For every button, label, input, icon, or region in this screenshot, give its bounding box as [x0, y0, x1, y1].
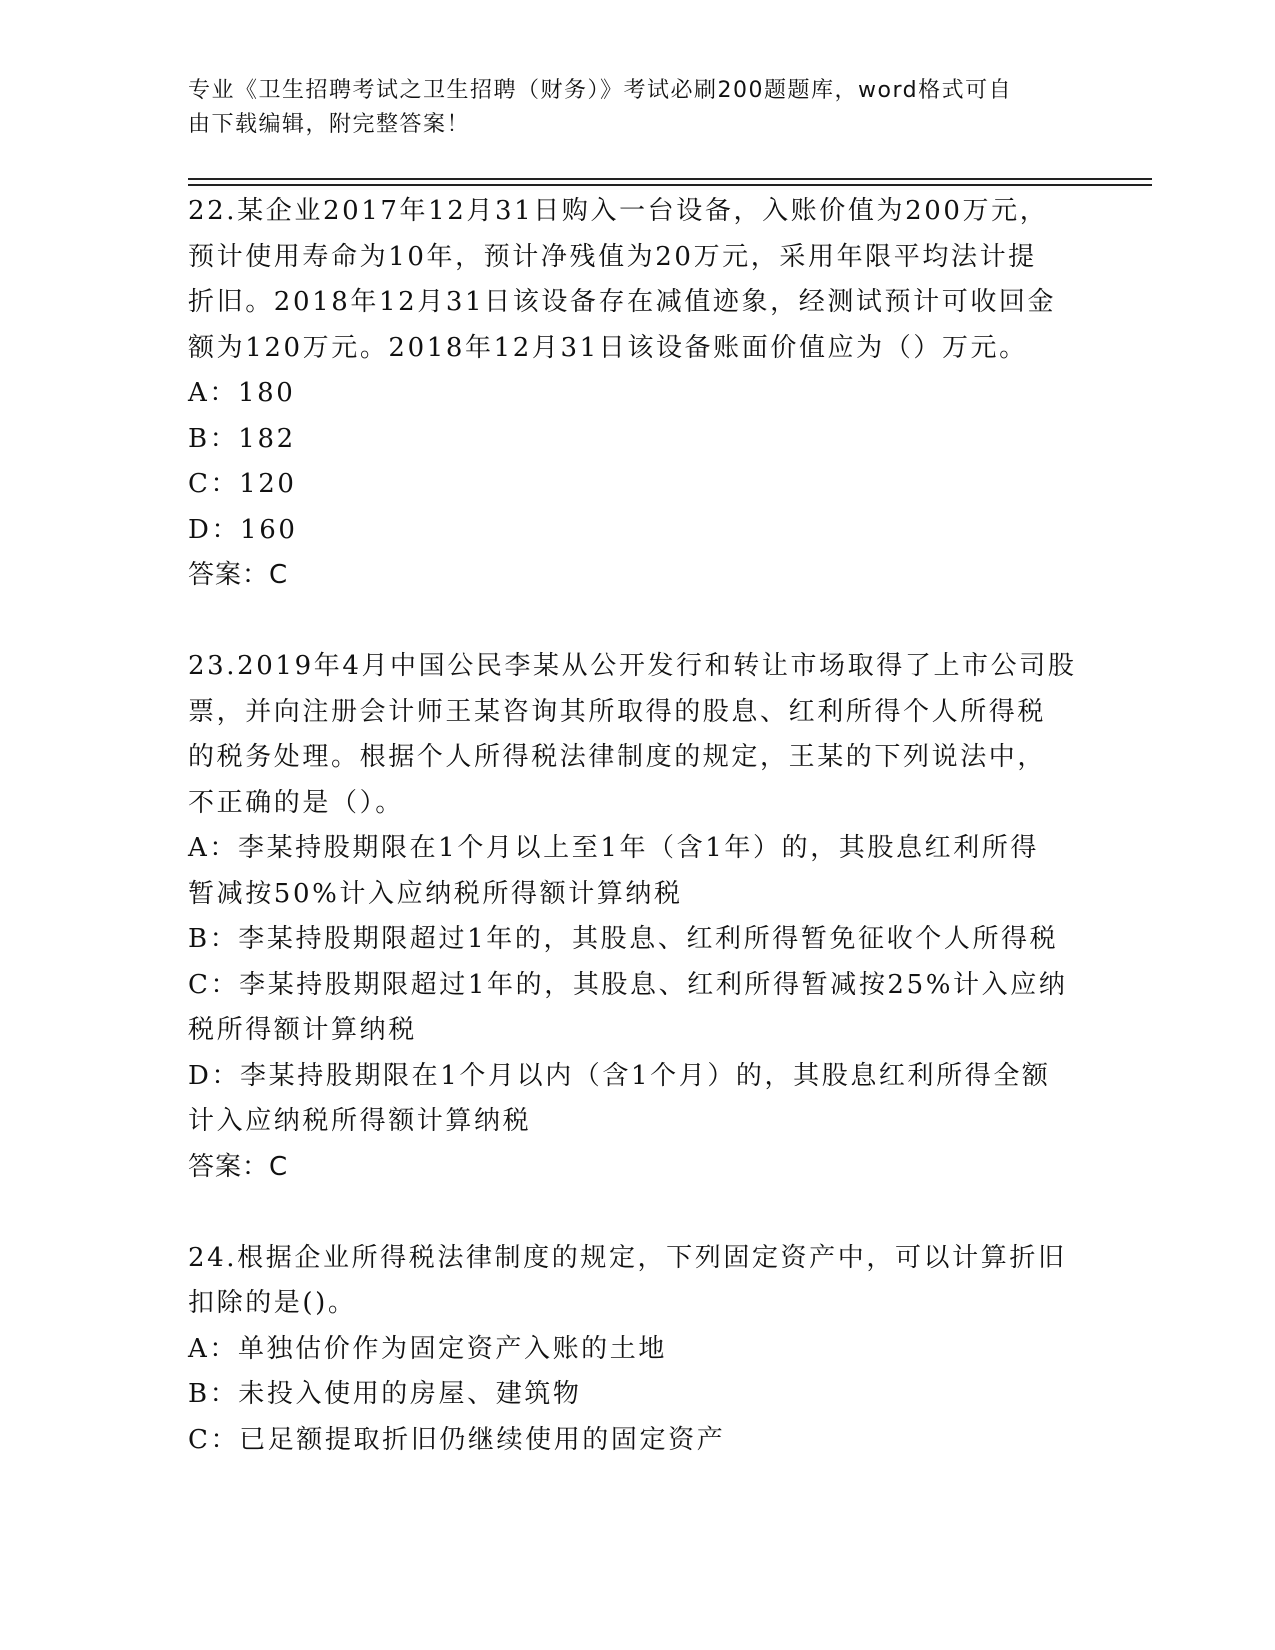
option-a: A：李某持股期限在1个月以上至1年（含1年）的，其股息红利所得	[188, 833, 1040, 863]
question-stem-line: 折旧。2018年12月31日该设备存在减值迹象，经测试预计可收回金	[188, 287, 1057, 317]
answer-line: 答案：C	[188, 560, 289, 590]
header-divider	[188, 178, 1152, 180]
option-a-continued: 暂减按50%计入应纳税所得额计算纳税	[188, 878, 683, 909]
option-c: C：李某持股期限超过1年的，其股息、红利所得暂减按25%计入应纳	[188, 969, 1068, 1000]
question-stem-line: 22.某企业2017年12月31日购入一台设备，入账价值为200万元，	[188, 196, 1049, 226]
option-c: C：120	[188, 469, 297, 499]
option-d: D：160	[188, 514, 298, 545]
question-23	[188, 644, 1088, 1190]
question-stem-line: 23.2019年4月中国公民李某从公开发行和转让市场取得了上市公司股	[188, 651, 1077, 681]
question-stem-line: 24.根据企业所得税法律制度的规定，下列固定资产中，可以计算折旧	[188, 1242, 1067, 1273]
option-b: B：未投入使用的房屋、建筑物	[188, 1379, 582, 1409]
spacer	[188, 599, 1088, 645]
option-a: A：180	[188, 378, 296, 408]
question-stem-line: 不正确的是（）。	[188, 787, 404, 818]
document-header	[188, 74, 1068, 142]
question-stem-line: 的税务处理。根据个人所得税法律制度的规定，王某的下列说法中，	[188, 742, 1047, 772]
answer-line: 答案：C	[188, 1151, 289, 1182]
spacer	[188, 1190, 1088, 1236]
option-b: B：李某持股期限超过1年的，其股息、红利所得暂免征收个人所得税	[188, 924, 1059, 954]
header-line: 专业《卫生招聘考试之卫生招聘（财务）》考试必刷200题题库，word格式可自	[188, 78, 1013, 103]
question-stem-line: 预计使用寿命为10年，预计净残值为20万元，采用年限平均法计提	[188, 241, 1037, 272]
option-d-continued: 计入应纳税所得额计算纳税	[188, 1106, 532, 1136]
question-24	[188, 1236, 1088, 1464]
question-stem-line: 额为120万元。2018年12月31日该设备账面价值应为（）万元。	[188, 332, 1028, 363]
option-d: D：李某持股期限在1个月以内（含1个月）的，其股息红利所得全额	[188, 1060, 1051, 1091]
option-c: C：已足额提取折旧仍继续使用的固定资产	[188, 1424, 726, 1455]
option-a: A：单独估价作为固定资产入账的土地	[188, 1333, 667, 1364]
question-stem-line: 票，并向注册会计师王某咨询其所取得的股息、红利所得个人所得税	[188, 696, 1047, 727]
question-22	[188, 189, 1088, 599]
header-divider	[188, 184, 1152, 186]
question-list	[188, 189, 1088, 1463]
option-b: B：182	[188, 423, 296, 454]
header-line: 由下载编辑，附完整答案！	[188, 112, 471, 137]
option-c-continued: 税所得额计算纳税	[188, 1015, 417, 1045]
question-stem-line: 扣除的是()。	[188, 1288, 357, 1318]
